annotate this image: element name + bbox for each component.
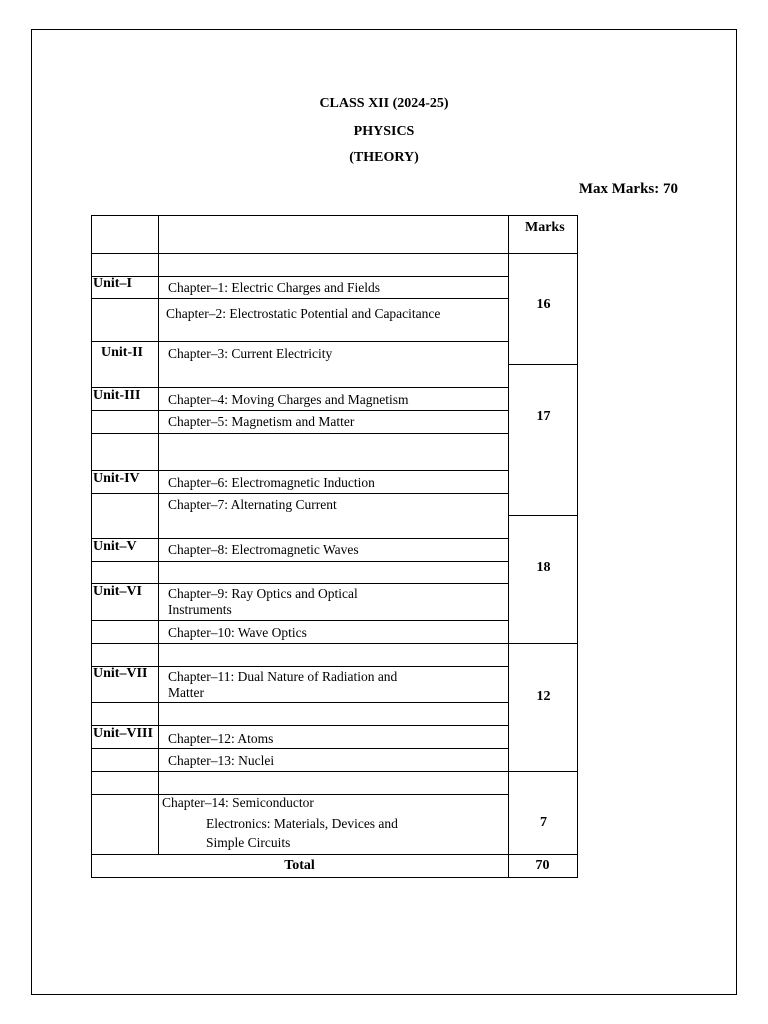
unit-label: Unit–I xyxy=(93,276,132,291)
chapter-cell: Chapter–3: Current Electricity xyxy=(168,346,333,361)
chapter-cell: Chapter–5: Magnetism and Matter xyxy=(168,414,355,429)
page-border xyxy=(31,29,737,995)
class-heading: CLASS XII (2024-25) xyxy=(319,96,449,111)
chapter-cell: Chapter–14: Semiconductor xyxy=(162,795,314,810)
chapter-cell: Matter xyxy=(168,685,204,700)
marks-value: 16 xyxy=(536,297,551,312)
unit-label: Unit-III xyxy=(93,388,141,403)
unit-label: Unit-II xyxy=(101,345,144,360)
marks-value: 18 xyxy=(536,560,551,575)
marks-value: 12 xyxy=(536,689,551,704)
unit-label: Unit–VI xyxy=(93,584,143,599)
chapter-cell: Electronics: Materials, Devices and xyxy=(206,816,398,831)
chapter-cell: Chapter–10: Wave Optics xyxy=(168,625,307,640)
subject-heading: PHYSICS xyxy=(353,124,415,139)
chapter-cell: Chapter–7: Alternating Current xyxy=(168,497,337,512)
chapter-cell: Chapter–11: Dual Nature of Radiation and xyxy=(168,669,398,684)
chapter-cell: Chapter–2: Electrostatic Potential and Capacitance xyxy=(166,306,441,321)
chapter-cell: Chapter–8: Electromagnetic Waves xyxy=(168,542,359,557)
marks-column-header: Marks xyxy=(525,220,565,235)
unit-label: Unit–V xyxy=(93,539,137,554)
chapter-cell: Chapter–1: Electric Charges and Fields xyxy=(168,280,380,295)
chapter-cell: Chapter–6: Electromagnetic Induction xyxy=(168,475,375,490)
total-value: 70 xyxy=(535,858,550,873)
paper-heading: (THEORY) xyxy=(349,150,419,165)
chapter-cell: Simple Circuits xyxy=(206,835,291,850)
chapter-cell: Chapter–12: Atoms xyxy=(168,731,274,746)
chapter-cell: Instruments xyxy=(168,602,232,617)
unit-label: Unit-IV xyxy=(93,471,140,486)
marks-value: 17 xyxy=(536,409,551,424)
max-marks: Max Marks: 70 xyxy=(578,181,678,197)
total-label: Total xyxy=(284,858,315,873)
chapter-cell: Chapter–13: Nuclei xyxy=(168,753,275,768)
chapter-cell: Chapter–9: Ray Optics and Optical xyxy=(168,586,358,601)
unit-label: Unit–VIII xyxy=(93,726,153,741)
unit-label: Unit–VII xyxy=(93,666,148,681)
chapter-cell: Chapter–4: Moving Charges and Magnetism xyxy=(168,392,409,407)
marks-value: 7 xyxy=(540,815,547,830)
